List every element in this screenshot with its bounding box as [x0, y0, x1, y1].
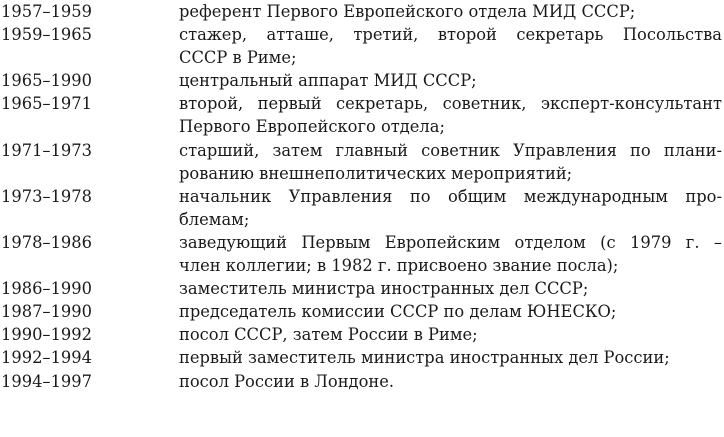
- career-entry: [1, 23, 723, 69]
- entry-period: 1978–1986: [1, 232, 93, 252]
- description-line: член коллегии; в 1982 г. присвоено звание посла);: [179, 256, 619, 276]
- career-entry: [1, 231, 723, 277]
- entry-description: [179, 23, 722, 69]
- entry-description: [179, 185, 722, 231]
- entry-period: 1994–1997: [1, 371, 93, 391]
- entry-description: [179, 231, 722, 277]
- entry-period: 1990–1992: [1, 325, 93, 345]
- description-line: посол России в Лондоне.: [179, 371, 395, 391]
- entry-period: 1965–1971: [1, 94, 93, 114]
- entry-period: 1959–1965: [1, 25, 93, 45]
- entry-description: [179, 69, 722, 92]
- description-line: первый заместитель министра иностранных дел России;: [179, 348, 670, 368]
- description-line: посол СССР, затем России в Риме;: [179, 325, 478, 345]
- career-entry: [1, 0, 723, 23]
- entry-description: [179, 0, 722, 23]
- description-line: старший, затем главный советник Управления по плани-: [179, 140, 722, 160]
- entry-period: 1957–1959: [1, 2, 93, 21]
- entry-period: 1973–1978: [1, 186, 93, 206]
- entry-description: [179, 300, 722, 323]
- entry-description: [179, 346, 722, 369]
- description-line: референт Первого Европейского отдела МИД СССР;: [179, 2, 636, 21]
- entry-period: 1987–1990: [1, 302, 93, 322]
- career-entry: [1, 92, 723, 138]
- description-line: блемам;: [179, 209, 250, 229]
- description-line: заместитель министра иностранных дел СССР;: [179, 279, 589, 299]
- description-line: СССР в Риме;: [179, 48, 297, 68]
- career-entry: [1, 69, 723, 92]
- career-entry: [1, 323, 723, 346]
- entry-period: 1965–1990: [1, 71, 93, 91]
- description-line: второй, первый секретарь, советник, эксперт-консультант: [179, 94, 722, 114]
- entry-description: [179, 139, 722, 185]
- career-entry: [1, 346, 723, 369]
- description-line: заведующий Первым Европейским отделом (с 1979 г. –: [179, 232, 722, 252]
- description-line: начальник Управления по общим международным про-: [179, 186, 722, 206]
- entry-description: [179, 323, 722, 346]
- career-entry: [1, 139, 723, 185]
- entry-period: 1986–1990: [1, 279, 93, 299]
- description-line: рованию внешнеполитических мероприятий;: [179, 163, 573, 183]
- career-entry: [1, 277, 723, 300]
- entry-period: 1971–1973: [1, 140, 93, 160]
- description-line: Первого Европейского отдела;: [179, 117, 445, 137]
- entry-period: 1992–1994: [1, 348, 93, 368]
- career-list: [1, 0, 723, 393]
- entry-description: [179, 277, 722, 300]
- entry-description: [179, 370, 722, 393]
- career-entry: [1, 185, 723, 231]
- entry-description: [179, 92, 722, 138]
- description-line: председатель комиссии СССР по делам ЮНЕСКО;: [179, 302, 617, 322]
- description-line: стажер, атташе, третий, второй секретарь Посольства: [179, 25, 722, 45]
- career-entry: [1, 370, 723, 393]
- description-line: центральный аппарат МИД СССР;: [179, 71, 477, 91]
- career-entry: [1, 300, 723, 323]
